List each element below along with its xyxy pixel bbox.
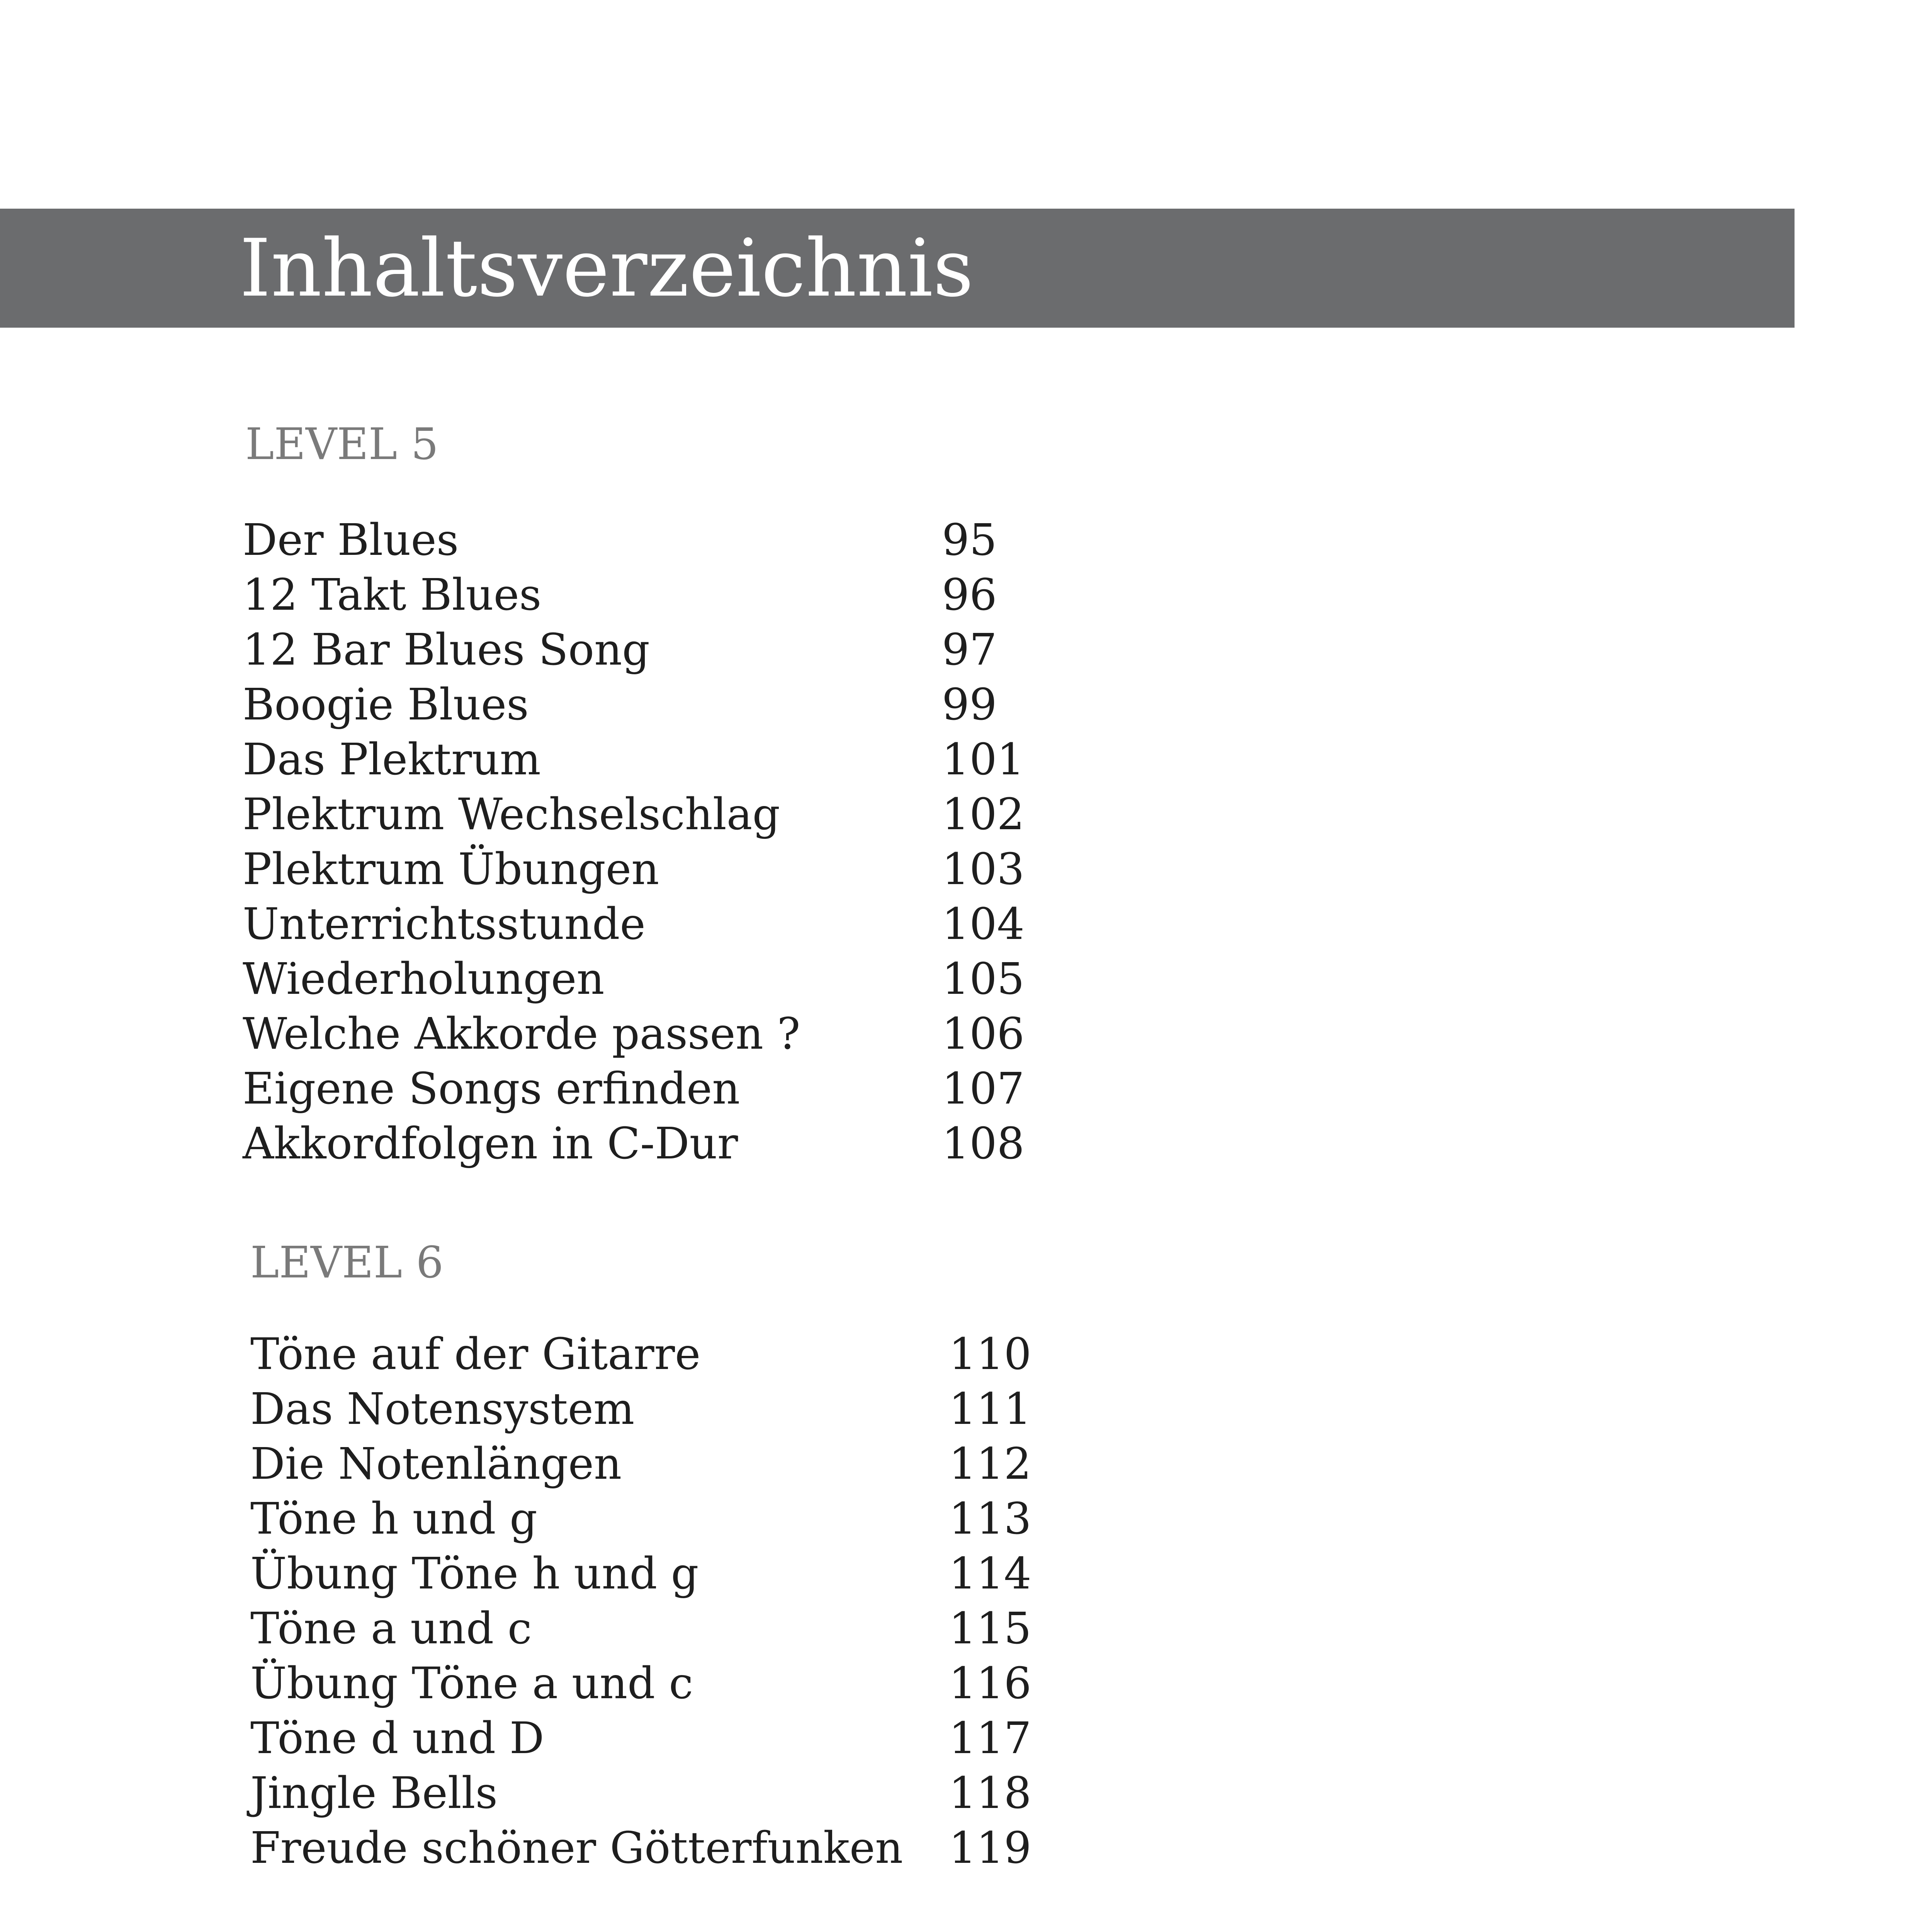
toc-entry-page: 104 bbox=[942, 899, 1025, 949]
toc-entry bbox=[250, 1656, 1062, 1711]
toc-entry-title: Welche Akkorde passen ? bbox=[243, 1009, 800, 1059]
toc-entry-page: 116 bbox=[949, 1658, 1032, 1709]
toc-entry bbox=[243, 1116, 1054, 1171]
toc-entry-title: Freude schöner Götterfunken bbox=[250, 1823, 903, 1873]
toc-entry bbox=[243, 1061, 1054, 1116]
toc-entry bbox=[243, 787, 1054, 842]
toc-entry-page: 107 bbox=[942, 1064, 1025, 1114]
toc-entry-page: 111 bbox=[949, 1384, 1032, 1434]
toc-entry-title: Das Plektrum bbox=[243, 735, 541, 785]
toc-entry bbox=[243, 1007, 1054, 1061]
toc-entry-page: 106 bbox=[942, 1009, 1025, 1059]
toc-entry-page: 119 bbox=[949, 1823, 1032, 1873]
toc-list-level-5 bbox=[243, 513, 1054, 1171]
toc-entry bbox=[243, 897, 1054, 952]
toc-entry-title: Töne d und D bbox=[250, 1713, 544, 1764]
toc-entry-page: 103 bbox=[942, 844, 1025, 895]
toc-entry-title: Plektrum Wechselschlag bbox=[243, 789, 780, 840]
toc-entry-page: 118 bbox=[949, 1768, 1032, 1818]
toc-list-level-6 bbox=[250, 1327, 1062, 1876]
toc-entry-title: Das Notensystem bbox=[250, 1384, 635, 1434]
toc-entry bbox=[250, 1437, 1062, 1492]
toc-entry bbox=[243, 513, 1054, 568]
toc-entry-title: Plektrum Übungen bbox=[243, 844, 659, 895]
toc-entry bbox=[243, 622, 1054, 677]
toc-entry bbox=[243, 952, 1054, 1007]
toc-entry-page: 105 bbox=[942, 954, 1025, 1004]
section-heading-level-5: LEVEL 5 bbox=[245, 419, 439, 469]
toc-entry-title: Akkordfolgen in C-Dur bbox=[243, 1119, 738, 1169]
toc-entry-title: Die Notenlängen bbox=[250, 1439, 622, 1489]
toc-entry-title: Jingle Bells bbox=[250, 1768, 498, 1818]
toc-entry bbox=[243, 732, 1054, 787]
toc-entry bbox=[250, 1492, 1062, 1546]
section-heading-level-6: LEVEL 6 bbox=[250, 1238, 444, 1288]
toc-entry bbox=[243, 568, 1054, 622]
toc-entry-page: 110 bbox=[949, 1329, 1032, 1379]
toc-entry bbox=[250, 1546, 1062, 1601]
toc-entry-title: Übung Töne h und g bbox=[250, 1549, 699, 1599]
toc-entry-title: Der Blues bbox=[243, 515, 459, 565]
toc-entry bbox=[243, 842, 1054, 897]
toc-entry-page: 117 bbox=[949, 1713, 1032, 1764]
toc-entry-page: 115 bbox=[949, 1604, 1032, 1654]
toc-entry-title: Unterrichtsstunde bbox=[243, 899, 646, 949]
toc-entry bbox=[250, 1327, 1062, 1382]
toc-entry-page: 97 bbox=[942, 625, 997, 675]
toc-entry bbox=[250, 1711, 1062, 1766]
toc-entry-title: Wiederholungen bbox=[243, 954, 605, 1004]
toc-entry-title: Töne h und g bbox=[250, 1494, 537, 1544]
toc-entry bbox=[250, 1601, 1062, 1656]
toc-entry-page: 101 bbox=[942, 735, 1025, 785]
toc-entry-page: 108 bbox=[942, 1119, 1025, 1169]
toc-entry-page: 114 bbox=[949, 1549, 1032, 1599]
toc-entry bbox=[250, 1382, 1062, 1437]
toc-entry-page: 102 bbox=[942, 789, 1025, 840]
toc-entry-page: 112 bbox=[949, 1439, 1032, 1489]
toc-entry-title: Töne a und c bbox=[250, 1604, 532, 1654]
toc-entry-title: Boogie Blues bbox=[243, 680, 529, 730]
toc-entry-title: 12 Bar Blues Song bbox=[243, 625, 650, 675]
title-bar bbox=[0, 209, 1795, 328]
toc-entry-page: 95 bbox=[942, 515, 997, 565]
page-title: Inhaltsverzeichnis bbox=[240, 223, 974, 315]
toc-entry-page: 96 bbox=[942, 570, 997, 620]
toc-entry-title: Töne auf der Gitarre bbox=[250, 1329, 701, 1379]
toc-entry-title: Übung Töne a und c bbox=[250, 1658, 693, 1709]
toc-entry-page: 113 bbox=[949, 1494, 1032, 1544]
toc-entry bbox=[250, 1821, 1062, 1876]
toc-entry-page: 99 bbox=[942, 680, 997, 730]
toc-entry bbox=[250, 1766, 1062, 1821]
toc-entry-title: Eigene Songs erfinden bbox=[243, 1064, 740, 1114]
toc-entry bbox=[243, 677, 1054, 732]
toc-entry-title: 12 Takt Blues bbox=[243, 570, 542, 620]
